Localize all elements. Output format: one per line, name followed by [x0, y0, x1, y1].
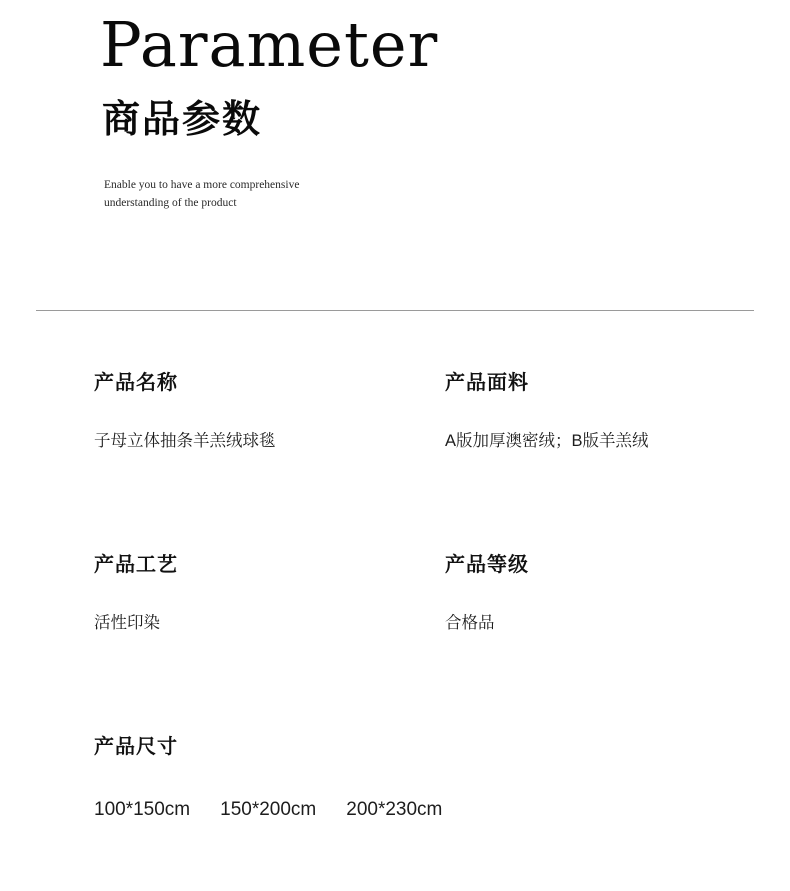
- row-spacer: [0, 633, 790, 730]
- spec-value: 活性印染: [94, 614, 160, 632]
- spec-item-product-name: [0, 366, 375, 451]
- product-parameter-page: [0, 8, 790, 891]
- spec-item-product-process: [0, 548, 375, 633]
- spec-row-size: [0, 730, 790, 821]
- spec-value: 合格品: [445, 614, 495, 632]
- spec-label: 产品等级: [445, 552, 529, 576]
- spec-label: 产品工艺: [94, 552, 178, 576]
- spec-size-values: [94, 799, 443, 821]
- header-divider: [36, 310, 754, 311]
- size-option: 200*230cm: [346, 799, 443, 820]
- page-header: [0, 8, 790, 213]
- spec-label: 产品面料: [445, 370, 529, 394]
- page-title-cn: 商品参数: [102, 97, 263, 141]
- spec-row: [0, 548, 790, 633]
- spec-item-product-size: [0, 730, 443, 821]
- spec-value: 子母立体抽条羊羔绒球毯: [94, 432, 276, 450]
- size-option: 150*200cm: [220, 799, 317, 820]
- spec-row: [0, 366, 790, 451]
- page-title-en: Parameter: [100, 8, 439, 81]
- spec-value: A版加厚澳密绒；B版羊羔绒: [445, 432, 649, 450]
- spec-label: 产品名称: [94, 370, 178, 394]
- spec-item-product-grade: [375, 548, 790, 633]
- row-spacer: [0, 451, 790, 548]
- size-option: 100*150cm: [94, 799, 191, 820]
- spec-label: 产品尺寸: [94, 734, 178, 758]
- spec-table: [0, 366, 790, 821]
- spec-item-product-fabric: [375, 366, 790, 451]
- page-subtitle: Enable you to have a more comprehensive understanding of the product: [104, 179, 300, 209]
